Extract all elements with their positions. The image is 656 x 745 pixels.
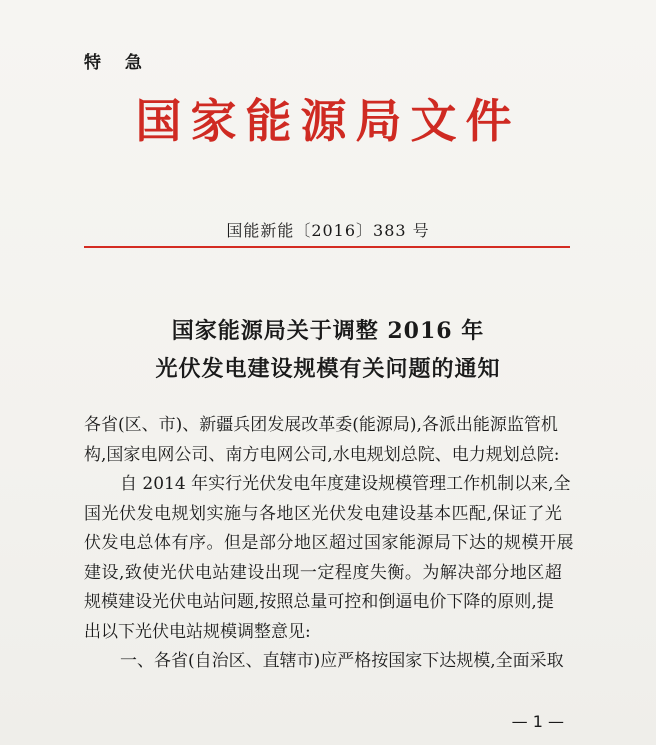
body-line: 国光伏发电规划实施与各地区光伏发电建设基本匹配,保证了光 xyxy=(84,503,563,524)
body-line: 伏发电总体有序。但是部分地区超过国家能源局下达的规模开展 xyxy=(84,533,574,553)
body-line: 各省(区、市)、新疆兵团发展改革委(能源局),各派出能源监管机 xyxy=(84,415,558,435)
body-line: 规模建设光伏电站问题,按照总量可控和倒逼电价下降的原则,提 xyxy=(84,592,554,612)
page-number: — 1 — xyxy=(511,712,564,731)
body-line: 自 2014 年实行光伏发电年度建设规模管理工作机制以来,全 xyxy=(120,474,571,494)
red-divider-line xyxy=(84,246,570,248)
notice-body xyxy=(84,411,584,677)
body-line: 一、各省(自治区、直辖市)应严格按国家下达规模,全面采取 xyxy=(120,651,564,671)
issuer-title: 国家能源局文件 xyxy=(135,94,521,148)
urgency-label: 特 急 xyxy=(84,53,151,73)
body-line: 建设,致使光伏电站建设出现一定程度失衡。为解决部分地区超 xyxy=(84,562,563,583)
notice-title xyxy=(0,312,656,388)
body-line: 构,国家电网公司、南方电网公司,水电规划总院、电力规划总院: xyxy=(84,444,560,465)
notice-title-line-1: 国家能源局关于调整 2016 年 xyxy=(171,318,485,344)
document-number: 国能新能〔2016〕383 号 xyxy=(226,221,430,240)
body-line: 出以下光伏电站规模调整意见: xyxy=(84,621,311,642)
notice-title-line-2: 光伏发电建设规模有关问题的通知 xyxy=(155,356,501,382)
